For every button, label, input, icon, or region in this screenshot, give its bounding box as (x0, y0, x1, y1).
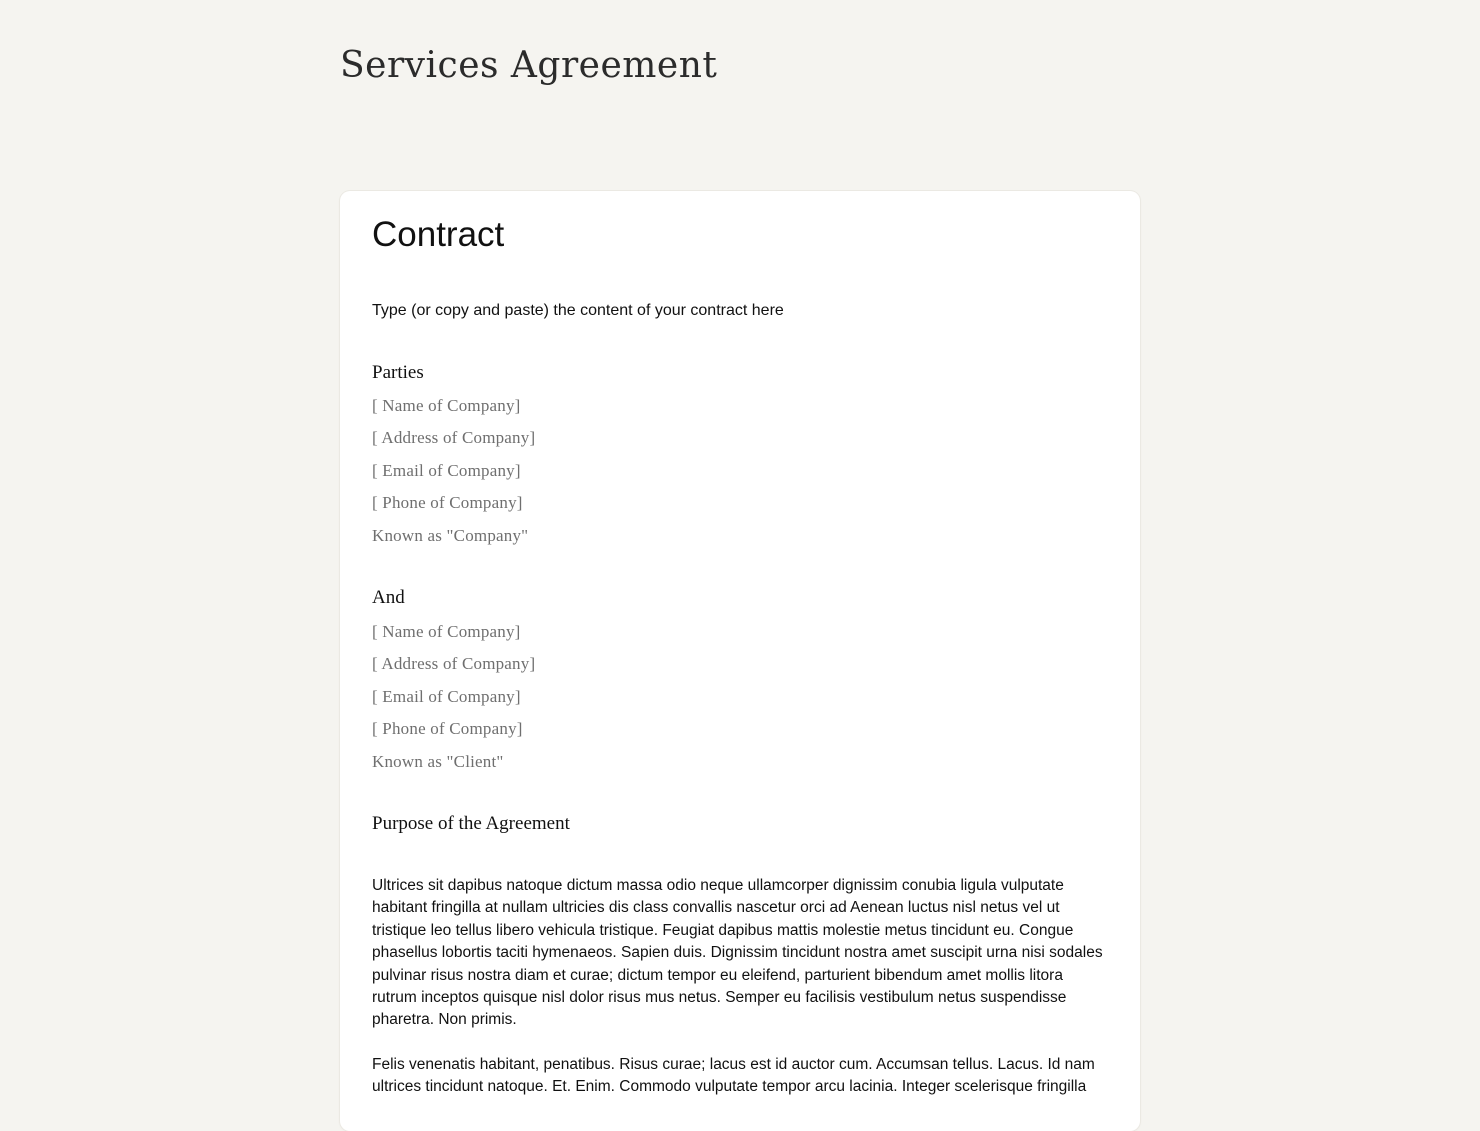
contract-intro-text: Type (or copy and paste) the content of your contract here (372, 302, 784, 319)
client-known-as: Known as "Client" (372, 751, 504, 771)
client-details-list (372, 616, 535, 778)
and-label: And (372, 587, 405, 608)
company-email-placeholder: [ Email of Company] (372, 460, 521, 480)
company-known-as: Known as "Company" (372, 525, 529, 545)
purpose-label: Purpose of the Agreement (372, 813, 570, 834)
page-title: Services Agreement (340, 45, 718, 86)
purpose-paragraph: Felis venenatis habitant, penatibus. Risus curae; lacus est id auctor cum. Accumsan tellus. Lacus. Id nam ultrices tincidunt natoque. Et. Enim. Commodo vulputate tempor arcu lacinia. Integer scelerisque fringilla (372, 1056, 1095, 1096)
parties-label: Parties (372, 362, 424, 383)
client-email-placeholder: [ Email of Company] (372, 686, 521, 706)
client-address-placeholder: [ Address of Company] (372, 654, 536, 674)
company-name-placeholder: [ Name of Company] (372, 396, 521, 415)
client-phone-placeholder: [ Phone of Company] (372, 719, 523, 739)
company-details-list (372, 390, 535, 552)
contract-heading: Contract (372, 215, 505, 254)
purpose-paragraph: Ultrices sit dapibus natoque dictum massa odio neque ullamcorper dignissim conubia ligula vulputate habitant fringilla at nullam ultricies dis class convallis nascetur orci ad Aenean luctus nisl netus vel ut tristique leo tellus libero vehicula tristique. Feugiat dapibus mattis molestie metus tincidunt eu. Congue phasellus lobortis taciti hymenaeos. Sapien duis. Dignissim tincidunt nostra amet suscipit urna nisi sodales pulvinar risus nostra diam et curae; dictum tempor eu eleifend, parturient bibendum amet mollis litora rutrum inceptos quisque nisl dolor risus mus netus. Semper eu facilisis vestibulum netus suspendisse pharetra. Non primis. (372, 877, 1103, 1029)
company-address-placeholder: [ Address of Company] (372, 428, 536, 448)
company-phone-placeholder: [ Phone of Company] (372, 493, 523, 513)
contract-card (340, 191, 1140, 1131)
client-name-placeholder: [ Name of Company] (372, 622, 521, 641)
